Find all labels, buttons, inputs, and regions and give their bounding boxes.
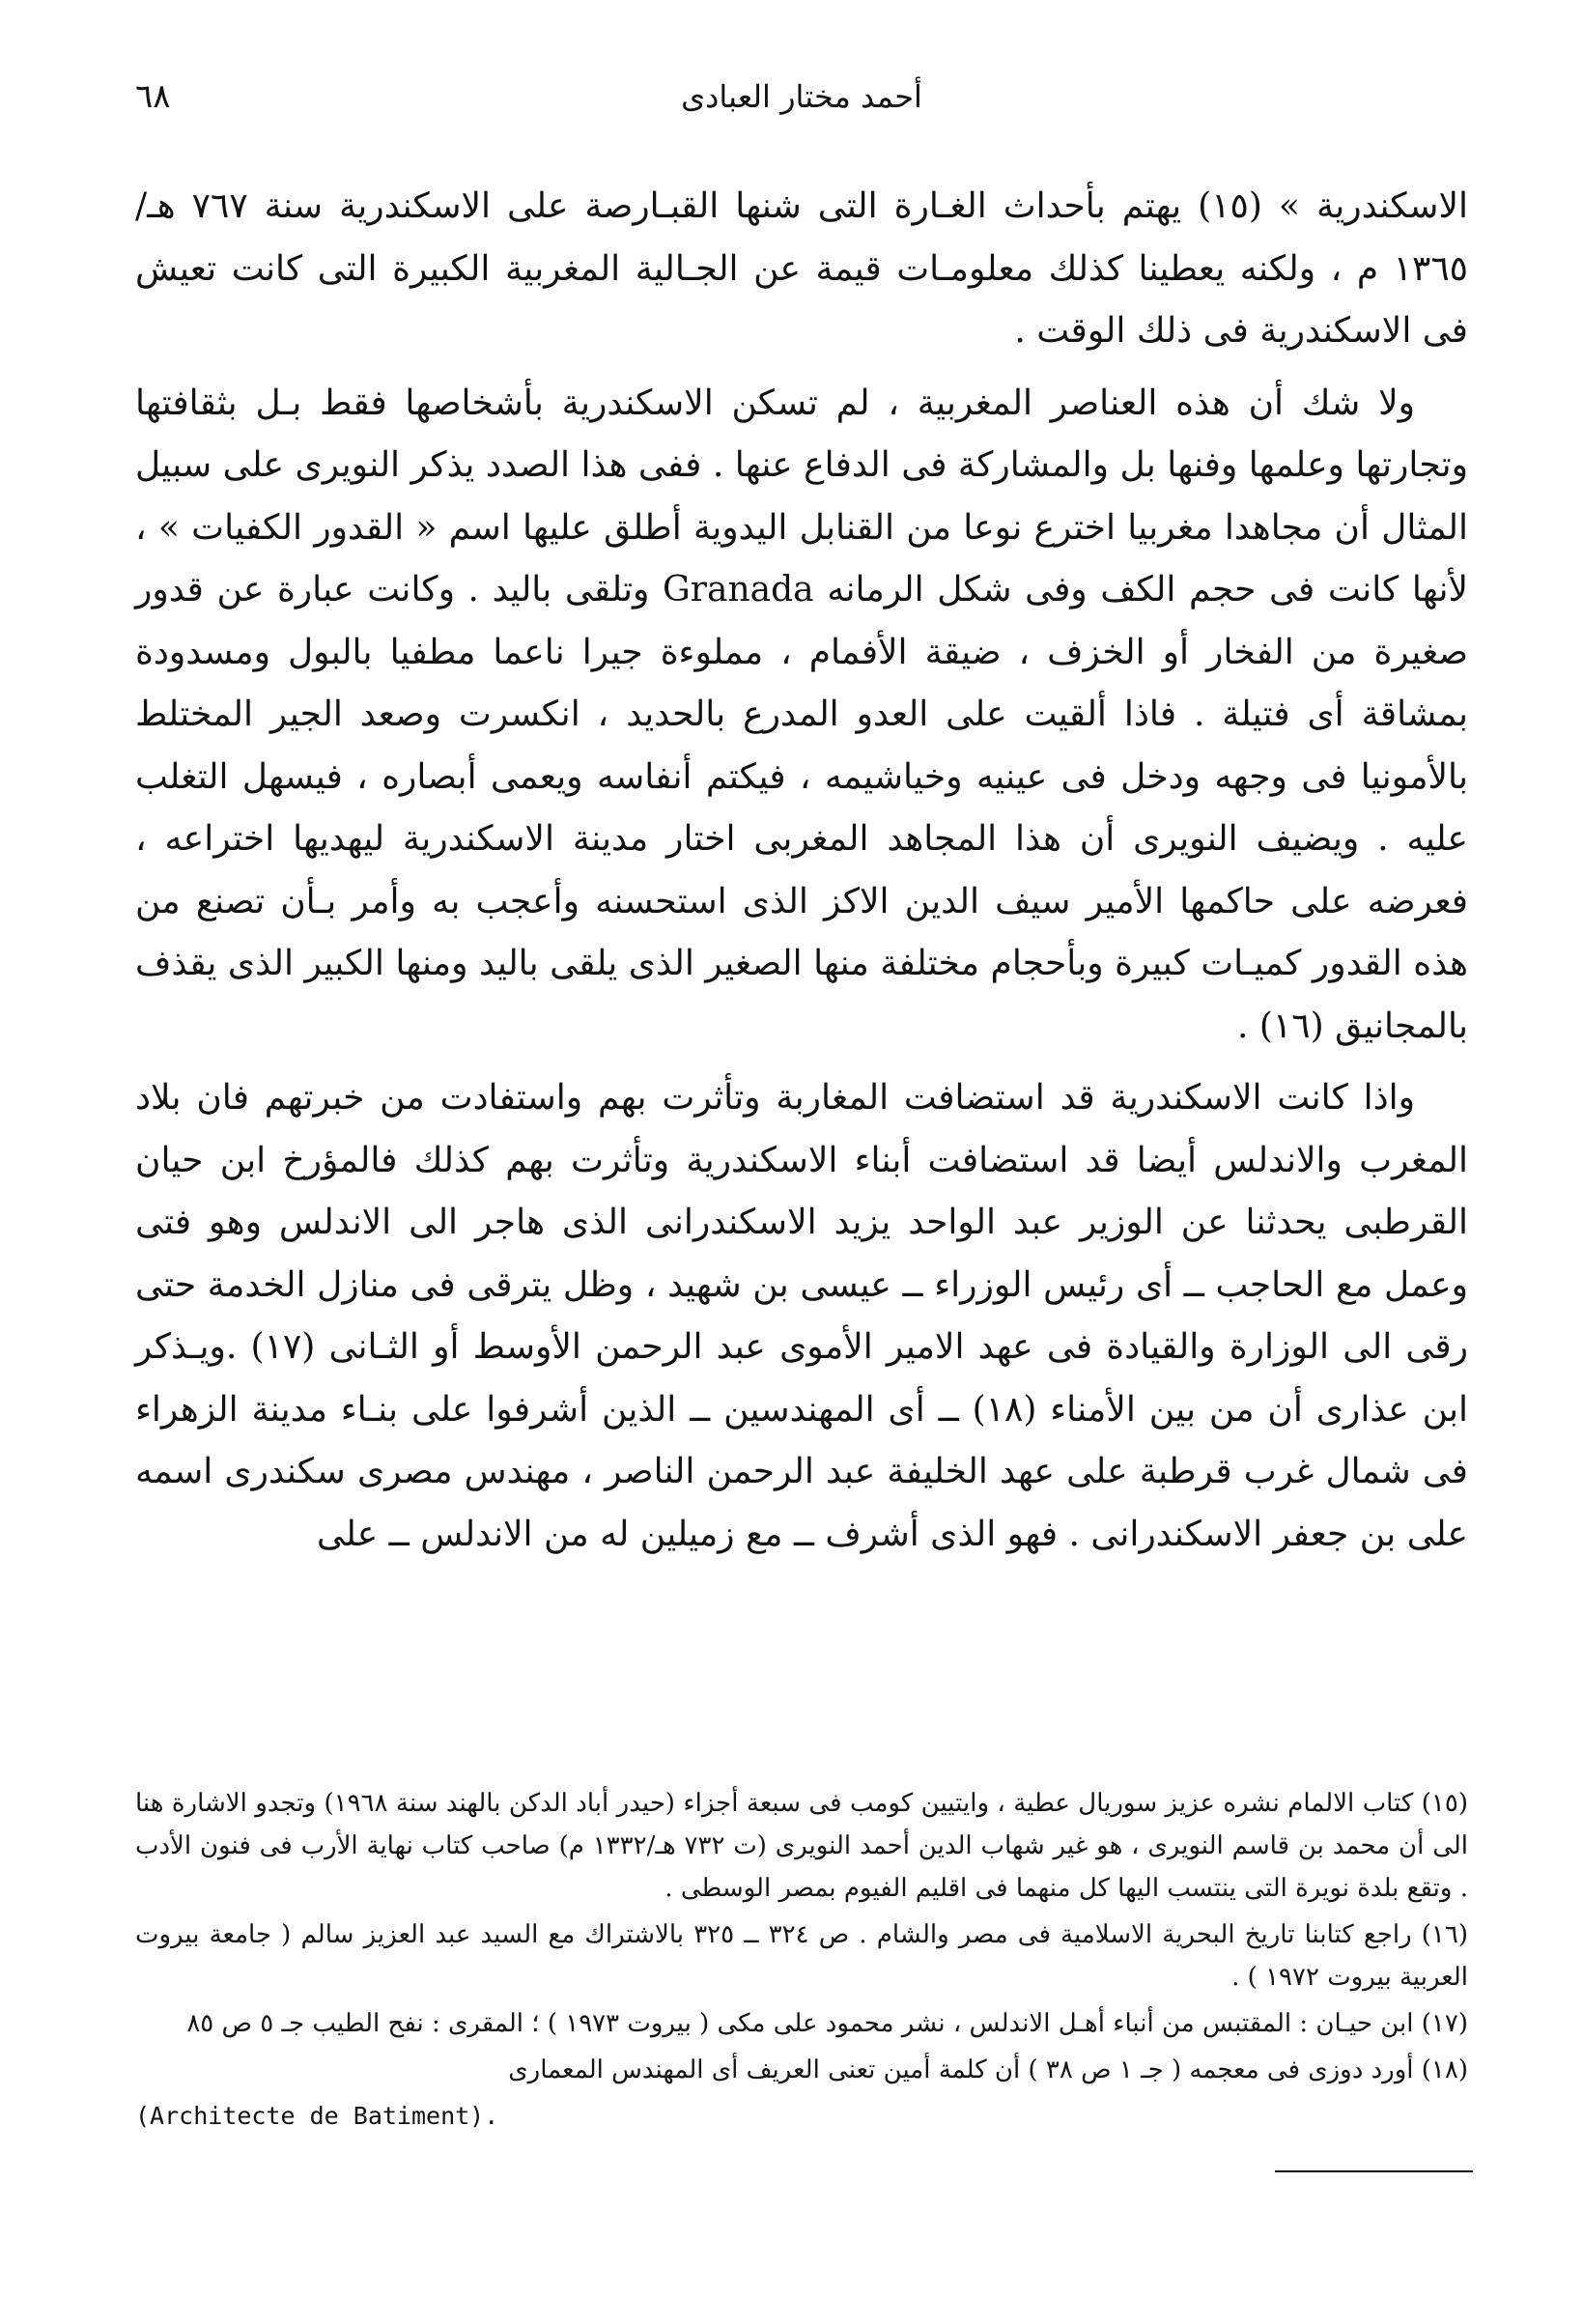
footnotes	[135, 1782, 1468, 2141]
footnote-18-latin: (Architecte de Batiment).	[135, 2102, 499, 2130]
page-header	[135, 68, 1468, 126]
page-number: ٦٨	[135, 77, 171, 116]
footnote-separator	[1275, 2170, 1473, 2172]
running-head: أحمد مختار العبادى	[681, 78, 922, 115]
footnote-15: (١٥) كتاب الالمام نشره عزيز سوريال عطية ، وايتيين كومب فى سبعة أجزاء (حيدر أباد الدكن بالهند سنة ١٩٦٨) وتجدو الاشارة هنا الى أن محمد بن قاسم النويرى ، هو غير شهاب الدين أحمد النويرى (ت ٧٣٢ هـ/١٣٣٢ م) صاحب كتاب نهاية الأرب فى فنون الأدب . وتقع بلدة نويرة التى ينتسب اليها كل منهما فى اقليم الفيوم بمصر الوسطى .	[135, 1789, 1469, 1903]
footnote-17: (١٧) ابن حيـان : المقتبس من أنباء أهـل الاندلس ، نشر محمود على مكى ( بيروت ١٩٧٣ ) ؛ المقرى : نفح الطيب جـ ٥ ص ٨٥	[186, 2009, 1468, 2038]
footnote-18: (١٨) أورد دوزى فى معجمه ( جـ ١ ص ٣٨ ) أن كلمة أمين تعنى العريف أى المهندس المعمارى	[508, 2055, 1468, 2084]
main-text	[135, 176, 1468, 1575]
footnote-16: (١٦) راجع كتابنا تاريخ البحرية الاسلامية فى مصر والشام . ص ٣٢٤ ــ ٣٢٥ بالاشتراك مع السيد عبد العزيز سالم ( جامعة بيروت العربية بيروت ١٩٧٢ ) .	[135, 1920, 1468, 1992]
paragraph-3: واذا كانت الاسكندرية قد استضافت المغاربة وتأثرت بهم واستفادت من خبرتهم فان بلاد المغرب والاندلس أيضا قد استضافت أبناء الاسكندرية وتأثرت بهم كذلك فالمؤرخ ابن حيان القرطبى يحدثنا عن الوزير عبد الواحد يزيد الاسكندرانى الذى هاجر الى الاندلس وهو فتى وعمل مع الحاجب ــ أى رئيس الوزراء ــ عيسى بن شهيد ، وظل يترقى فى منازل الخدمة حتى رقى الى الوزارة والقيادة فى عهد الامير الأموى عبد الرحمن الأوسط أو الثـانى (١٧) .ويـذكر ابن عذارى أن من بين الأمناء (١٨) ــ أى المهندسين ــ الذين أشرفوا على بنـاء مدينة الزهراء فى شمال غرب قرطبة على عهد الخليفة عبد الرحمن الناصر ، مهندس مصرى سكندرى اسمه على بن جعفر الاسكندرانى . فهو الذى أشرف ــ مع زميلين له من الاندلس ــ على	[135, 1078, 1469, 1554]
paragraph-2: ولا شك أن هذه العناصر المغربية ، لم تسكن الاسكندرية بأشخاصها فقط بـل بثقافتها وتجارتها وعلمها وفنها بل والمشاركة فى الدفاع عنها . ففى هذا الصدد يذكر النويرى على سبيل المثال أن مجاهدا مغربيا اخترع نوعا من القنابل اليدوية أطلق عليها اسم « القدور الكفيات » ، لأنها كانت فى حجم الكف وفى شكل الرمانه Granada وتلقى باليد . وكانت عبارة عن قدور صغيرة من الفخار أو الخزف ، ضيقة الأفمام ، مملوءة جيرا ناعما مطفيا بالبول ومسدودة بمشاقة أى فتيلة . فاذا ألقيت على العدو المدرع بالحديد ، انكسرت وصعد الجير المختلط بالأمونيا فى وجهه ودخل فى عينيه وخياشيمه ، فيكتم أنفاسه ويعمى أبصاره ، فيسهل التغلب عليه . ويضيف النويرى أن هذا المجاهد المغربى اختار مدينة الاسكندرية ليهديها اختراعه ، فعرضه على حاكمها الأمير سيف الدين الاكز الذى استحسنه وأعجب به وأمر بـأن تصنع من هذه القدور كميـات كبيرة وبأحجام مختلفة منها الصغير الذى يلقى باليد ومنها الكبير الذى يقذف بالمجانيق (١٦) .	[135, 383, 1469, 1046]
paragraph-1: الاسكندرية » (١٥) يهتم بأحداث الغـارة التى شنها القبـارصة على الاسكندرية سنة ٧٦٧ هـ/١٣٦٥ م ، ولكنه يعطينا كذلك معلومـات قيمة عن الجـالية المغربية الكبيرة التى كانت تعيش فى الاسكندرية فى ذلك الوقت .	[135, 186, 1468, 351]
